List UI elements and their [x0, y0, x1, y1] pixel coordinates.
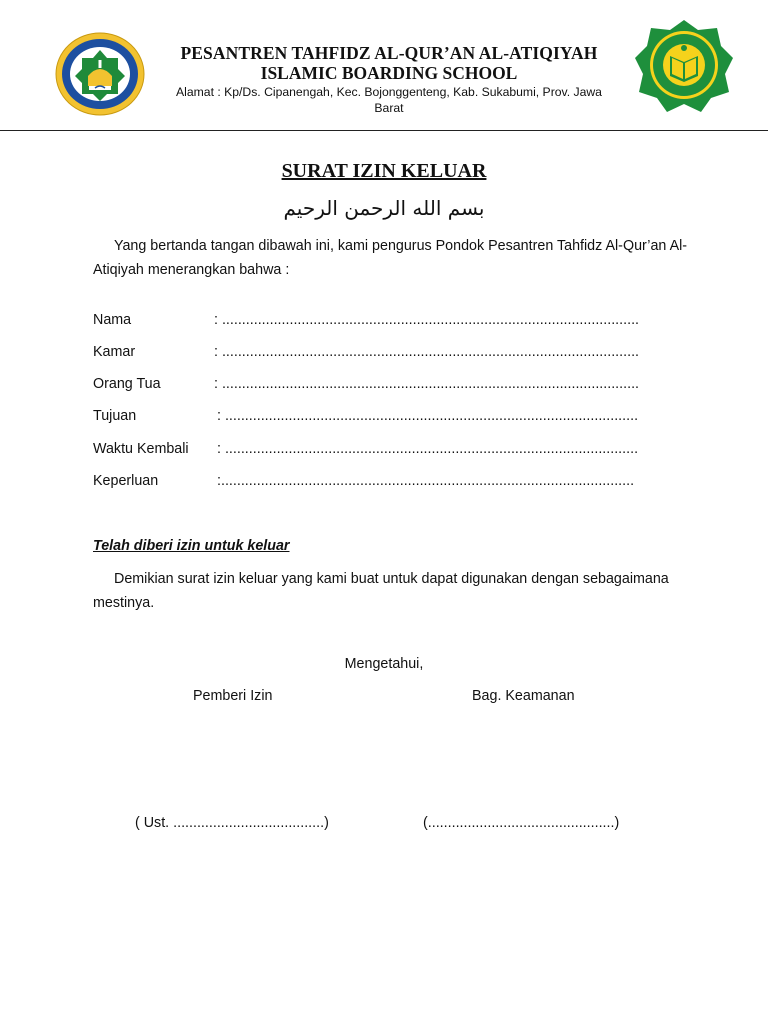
- field-value: : ........................................................................................................: [217, 441, 639, 457]
- field-value: : ........................................................................................................: [217, 408, 639, 424]
- field-value: : .........................................................................................................: [214, 312, 640, 328]
- yayasan-logo-icon: [633, 18, 735, 112]
- field-row-waktu-kembali: [93, 441, 693, 461]
- field-value: :........................................................................................................: [217, 473, 635, 489]
- field-row-tujuan: [93, 408, 693, 428]
- header-divider: [0, 130, 768, 131]
- field-label: Orang Tua: [93, 376, 161, 392]
- intro-paragraph: Yang bertanda tangan dibawah ini, kami pengurus Pondok Pesantren Tahfidz Al-Qur’an Al-Atiqiyah menerangkan bahwa :: [93, 238, 688, 278]
- acknowledged-label: Mengetahui,: [344, 656, 424, 672]
- institution-address: Alamat : Kp/Ds. Cipanengah, Kec. Bojonggenteng, Kab. Sukabumi, Prov. Jawa Barat: [176, 85, 602, 115]
- field-label: Nama: [93, 312, 132, 328]
- field-label: Keperluan: [93, 473, 159, 489]
- field-row-nama: [93, 312, 693, 332]
- pesantren-logo-icon: [55, 32, 145, 116]
- permission-statement: Telah diberi izin untuk keluar: [93, 538, 290, 554]
- signer2-signature-line: (...............................................): [423, 815, 620, 831]
- institution-subtitle: ISLAMIC BOARDING SCHOOL: [260, 63, 518, 83]
- basmala: بسم الله الرحمن الرحيم: [283, 196, 485, 220]
- field-row-keperluan: [93, 473, 693, 493]
- document-title: SURAT IZIN KELUAR: [281, 160, 487, 182]
- signer1-signature-line: ( Ust. ......................................): [135, 815, 329, 831]
- field-value: : .........................................................................................................: [214, 344, 640, 360]
- signer1-role: Pemberi Izin: [193, 688, 273, 704]
- field-label: Tujuan: [93, 408, 137, 424]
- field-label: Waktu Kembali: [93, 441, 189, 457]
- field-row-orang-tua: [93, 376, 693, 396]
- field-label: Kamar: [93, 344, 136, 360]
- signer2-role: Bag. Keamanan: [472, 688, 575, 704]
- field-value: : .........................................................................................................: [214, 376, 640, 392]
- institution-name: PESANTREN TAHFIDZ AL-QUR’AN AL-ATIQIYAH: [180, 43, 598, 63]
- field-row-kamar: [93, 344, 693, 364]
- closing-paragraph: Demikian surat izin keluar yang kami buat untuk dapat digunakan dengan sebagaimana mestinya.: [93, 571, 669, 611]
